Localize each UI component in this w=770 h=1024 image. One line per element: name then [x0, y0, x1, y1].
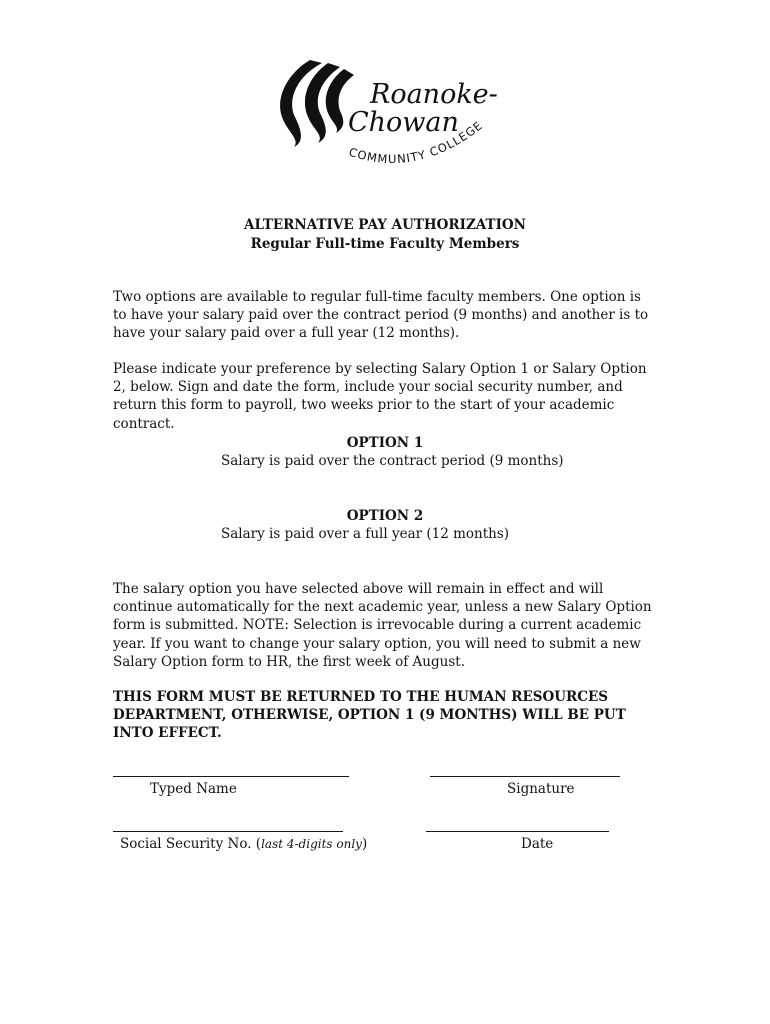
option-1-description: Salary is paid over the contract period (9 months): [221, 453, 564, 469]
ssn-note: last 4-digits only: [261, 837, 362, 851]
college-logo: [270, 55, 500, 185]
date-line[interactable]: [426, 831, 609, 832]
logo-subtitle: COMMUNITY COLLEGE: [347, 118, 486, 167]
option-2-heading: OPTION 2: [346, 508, 424, 524]
option-1-heading: OPTION 1: [346, 435, 424, 451]
return-notice: THIS FORM MUST BE RETURNED TO THE HUMAN RESOURCES DEPARTMENT, OTHERWISE, OPTION 1 (9 MONTHS) WILL BE PUT INTO EFFECT.: [113, 689, 626, 742]
signature-line[interactable]: [430, 776, 620, 777]
form-title: ALTERNATIVE PAY AUTHORIZATION: [243, 217, 527, 233]
intro-paragraph: Two options are available to regular full-time faculty members. One option is to have your salary paid over the contract period (9 months) and another is to have your salary paid over a full year (12 months).: [113, 289, 649, 342]
typed-name-line[interactable]: [113, 776, 349, 777]
ssn-label-text: Social Security No. (: [120, 836, 262, 852]
option-2-description: Salary is paid over a full year (12 months): [221, 526, 510, 542]
logo-name-line2: Chowan: [348, 107, 459, 138]
logo-name-line1: Roanoke-: [370, 79, 498, 110]
typed-name-label: Typed Name: [150, 781, 237, 797]
ssn-line[interactable]: [113, 831, 343, 832]
ssn-label-close: ): [361, 836, 368, 852]
signature-label: Signature: [507, 781, 575, 797]
effect-paragraph: The salary option you have selected above will remain in effect and will continue automatically for the next academic year, unless a new Salary Option form is submitted. NOTE: Selection is irrevocable during a current academic year. If you want to change your salary option, you will need to submit a new Salary Option form to HR, the first week of August.: [113, 581, 652, 670]
form-subtitle: Regular Full-time Faculty Members: [250, 236, 520, 252]
date-label: Date: [521, 836, 554, 852]
instructions-paragraph: Please indicate your preference by selecting Salary Option 1 or Salary Option 2, below. Sign and date the form, include your social security number, and return this form to payroll, two weeks prior to the start of your academic contract.: [113, 361, 647, 432]
ssn-label: [120, 835, 367, 853]
